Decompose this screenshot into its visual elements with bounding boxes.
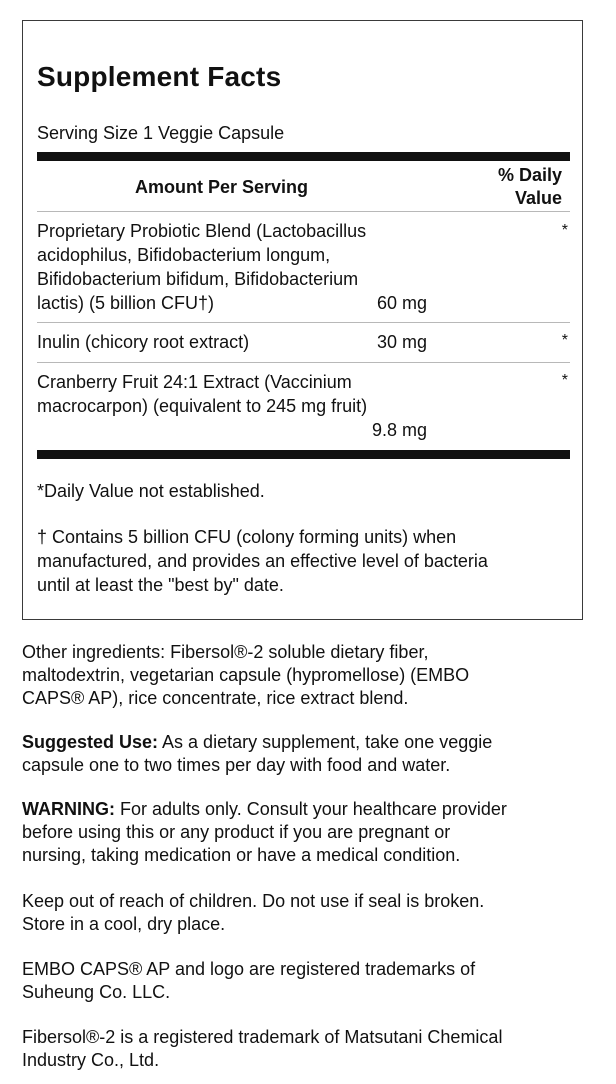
- trademark-line: EMBO CAPS® AP and logo are registered trademarks of: [22, 959, 476, 979]
- supplement-facts-panel: [22, 20, 583, 620]
- trademark-embo-caps: [22, 958, 602, 1004]
- ingredient-amount: 9.8 mg: [371, 420, 427, 440]
- ingredient-name-line: Bifidobacterium bifidum, Bifidobacterium: [37, 269, 359, 289]
- ingredient-name-line: Cranberry Fruit 24:1 Extract (Vaccinium: [37, 372, 352, 392]
- warning-text-line: nursing, taking medication or have a medical condition.: [22, 845, 461, 865]
- ingredient-name: [37, 330, 249, 354]
- ingredient-name-line: macrocarpon) (equivalent to 245 mg fruit): [37, 396, 368, 416]
- footnote-cfu-line: manufactured, and provides an effective level of bacteria: [37, 551, 488, 571]
- row-divider: [37, 322, 570, 323]
- daily-value-header-line1: % Daily: [497, 165, 562, 185]
- facts-title: Supplement Facts: [37, 61, 282, 92]
- storage-instructions: [22, 890, 602, 936]
- storage-line: Keep out of reach of children. Do not use if seal is broken.: [22, 891, 485, 911]
- ingredient-name-line: Inulin (chicory root extract): [37, 332, 250, 352]
- suggested-use: [22, 731, 602, 777]
- storage-line: Store in a cool, dry place.: [22, 914, 226, 934]
- suggested-use-text: As a dietary supplement, take one veggie: [158, 732, 493, 752]
- thick-divider-bottom: [37, 450, 570, 459]
- suggested-use-text-line: capsule one to two times per day with food and water.: [22, 755, 451, 775]
- footnote-cfu-line: until at least the "best by" date.: [37, 575, 284, 595]
- ingredient-dv: *: [561, 222, 568, 239]
- header-divider: [37, 211, 570, 212]
- ingredient-amount: 30 mg: [376, 332, 427, 352]
- footnote-daily-value: *Daily Value not established.: [37, 481, 265, 501]
- footnote-cfu-line: † Contains 5 billion CFU (colony forming units) when: [37, 527, 457, 547]
- warning-text-line: before using this or any product if you are pregnant or: [22, 822, 451, 842]
- trademark-line: Industry Co., Ltd.: [22, 1050, 160, 1070]
- daily-value-header-line2: Value: [514, 188, 562, 208]
- other-ingredients-line: maltodextrin, vegetarian capsule (hypromellose) (EMBO: [22, 665, 470, 685]
- ingredient-name: [37, 370, 367, 418]
- warning-label: WARNING:: [22, 799, 115, 819]
- footnote-cfu: [37, 525, 488, 597]
- trademark-line: Suheung Co. LLC.: [22, 982, 171, 1002]
- suggested-use-label: Suggested Use:: [22, 732, 159, 752]
- warning-text: For adults only. Consult your healthcare provider: [115, 799, 507, 819]
- trademark-line: Fibersol®-2 is a registered trademark of Matsutani Chemical: [22, 1027, 503, 1047]
- ingredient-name-line: Proprietary Probiotic Blend (Lactobacillus: [37, 221, 367, 241]
- ingredient-amount: 60 mg: [376, 293, 427, 313]
- amount-per-serving-header: Amount Per Serving: [135, 177, 309, 197]
- row-divider: [37, 362, 570, 363]
- warning: [22, 798, 602, 867]
- other-ingredients-line: CAPS® AP), rice concentrate, rice extract blend.: [22, 688, 409, 708]
- other-ingredients-line: Other ingredients: Fibersol®-2 soluble dietary fiber,: [22, 642, 429, 662]
- ingredient-name: [37, 219, 366, 315]
- ingredient-name-line: acidophilus, Bifidobacterium longum,: [37, 245, 331, 265]
- daily-value-header: [462, 164, 562, 210]
- other-ingredients: [22, 641, 602, 710]
- ingredient-name-line: lactis) (5 billion CFU†): [37, 293, 215, 313]
- ingredient-dv: *: [561, 372, 568, 389]
- ingredient-dv: *: [561, 332, 568, 349]
- serving-size: Serving Size 1 Veggie Capsule: [37, 123, 285, 143]
- thick-divider-top: [37, 152, 570, 161]
- trademark-fibersol: [22, 1026, 602, 1072]
